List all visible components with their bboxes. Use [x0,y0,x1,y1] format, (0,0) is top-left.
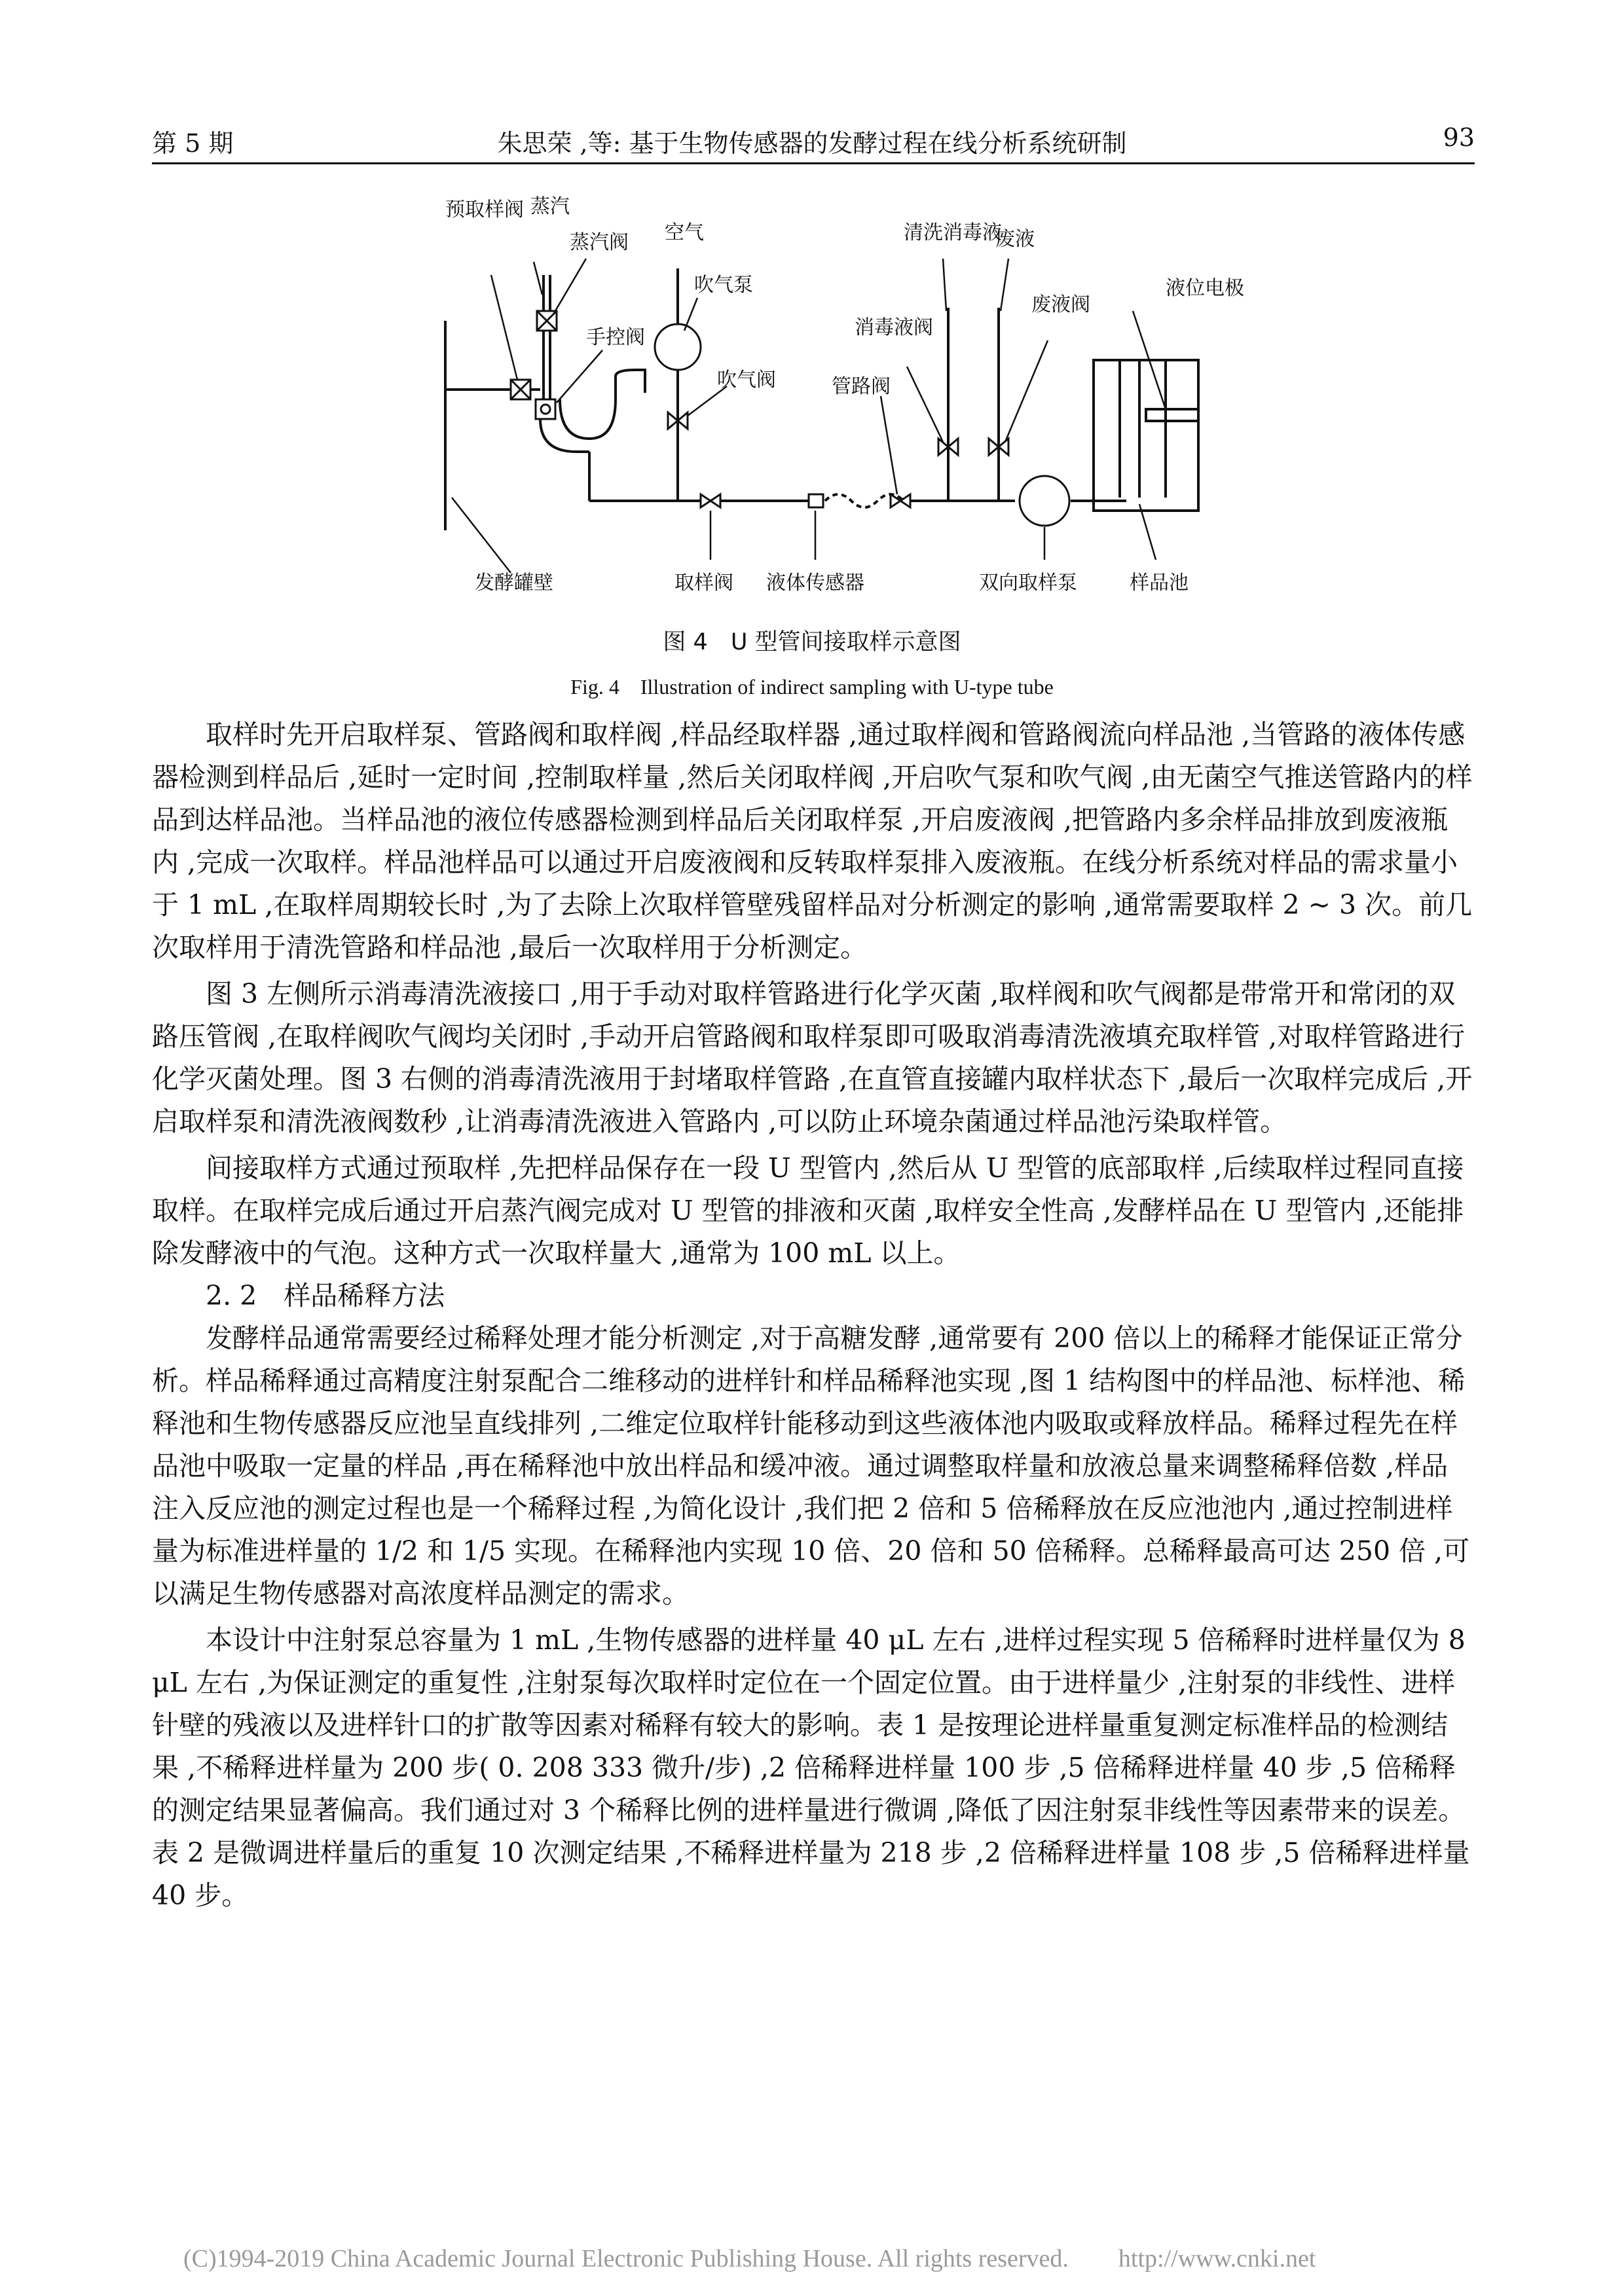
issue-label: 第 5 期 [152,129,234,158]
label-level-electrode: 液位电极 [1166,277,1244,300]
paragraph-2: 图 3 左侧所示消毒清洗液接口 ,用于手动对取样管路进行化学灭菌 ,取样阀和吹气阀都是带常开和常闭的双路压管阀 ,在取样阀吹气阀均关闭时 ,手动开启管路阀和取样泵即可吸取消毒清洗液填充取样管 ,对取样管路进行化学灭菌处理。图 3 右侧的消毒清洗液用于封堵取样管路 ,在直管直接罐内取样状态下 ,最后一次取样完成后 ,开启取样泵和清洗液阀数秒 ,让消毒清洗液进入管路内 ,可以防止环境杂菌通过样品池污染取样管。 [152,978,1473,1137]
paragraph-5: 本设计中注射泵总容量为 1 mL ,生物传感器的进样量 40 μL 左右 ,进样过程实现 5 倍稀释时进样量仅为 8 μL 左右 ,为保证测定的重复性 ,注射泵每次取样时定位在一个固定位置。由于进样量少 ,注射泵的非线性、进样针壁的残液以及进样针口的扩散等因素对稀释有较大的影响。表 1 是按理论进样量重复测定标准样品的检测结果 ,不稀释进样量为 200 步( 0. 208 333 微升/步) ,2 倍稀释进样量 100 步 ,5 倍稀释进样量 40 步 ,5 倍稀释的测定结果显著偏高。我们通过对 3 个稀释比例的进样量进行微调 ,降低了因注射泵非线性等因素带来的误差。表 2 是微调进样量后的重复 10 次测定结果 ,不稀释进样量为 218 步 ,2 倍稀释进样量 108 步 ,5 倍稀释进样量 40 步。 [152,1624,1470,1911]
label-air: 空气 [665,221,704,244]
blow-pump-icon [655,324,701,370]
figure-caption-cn: 图 4 U 型管间接取样示意图 [663,629,961,655]
body-text [152,714,1475,1917]
paragraph-3: 间接取样方式通过预取样 ,先把样品保存在一段 U 型管内 ,然后从 U 型管的底部取样 ,后续取样过程同直接取样。在取样完成后通过开启蒸汽阀完成对 U 型管的排液和灭菌 ,取样安全性高 ,发酵样品在 U 型管内 ,还能排除发酵液中的气泡。这种方式一次取样量大 ,通常为 100 mL 以上。 [152,1152,1464,1269]
label-sample-valve: 取样阀 [674,572,733,594]
copyright-footer: (C)1994-2019 China Academic Journal Electronic Publishing House. All rights reserved. http://www.cnki.net [183,2245,1316,2272]
label-blow-valve: 吹气阀 [717,369,776,392]
bidirectional-pump-icon [1020,476,1069,526]
label-sample-pool: 样品池 [1130,572,1189,594]
page-number: 93 [1443,123,1475,152]
label-waste-liquid: 废液 [995,228,1035,251]
label-disinfect-valve: 消毒液阀 [855,316,933,339]
label-blow-pump: 吹气泵 [694,274,753,297]
label-liquid-sensor: 液体传感器 [766,572,864,594]
label-fermenter-wall: 发酵罐壁 [475,572,553,594]
label-pipe-valve: 管路阀 [832,375,891,398]
running-title: 朱思荣 ,等: 基于生物传感器的发酵过程在线分析系统研制 [497,129,1127,158]
label-steam: 蒸汽 [530,195,570,218]
label-presample-valve: 预取样阀 [445,198,524,221]
figure-caption-en: Fig. 4 Illustration of indirect sampling with U-type tube [570,675,1054,699]
paragraph-4: 发酵样品通常需要经过稀释处理才能分析测定 ,对于高糖发酵 ,通常要有 200 倍以上的稀释才能保证正常分析。样品稀释通过高精度注射泵配合二维移动的进样针和样品稀释池实现 ,图 1 结构图中的样品池、标样池、稀释池和生物传感器反应池呈直线排列 ,二维定位取样针能移动到这些液体池内吸取或释放样品。稀释过程先在样品池中吸取一定量的样品 ,再在稀释池中放出样品和缓冲液。通过调整取样量和放液总量来调整稀释倍数 ,样品注入反应池的测定过程也是一个稀释过程 ,为简化设计 ,我们把 2 倍和 5 倍稀释放在反应池池内 ,通过控制进样量为标准进样量的 1/2 和 1/5 实现。在稀释池内实现 10 倍、20 倍和 50 倍稀释。总稀释最高可达 250 倍 ,可以满足生物传感器对高浓度样品测定的需求。 [152,1322,1470,1609]
sample-valve-icon [701,494,720,507]
label-steam-valve: 蒸汽阀 [570,231,629,254]
label-bidirectional-pump: 双向取样泵 [979,572,1077,594]
header-rule [152,162,1475,164]
diagram-svg [419,190,1244,609]
pipe-valve-icon [891,494,910,507]
paragraph-1: 取样时先开启取样泵、管路阀和取样阀 ,样品经取样器 ,通过取样阀和管路阀流向样品池 ,当管路的液体传感器检测到样品后 ,延时一定时间 ,控制取样量 ,然后关闭取样阀 ,开启吹气泵和吹气阀 ,由无菌空气推送管路内的样品到达样品池。当样品池的液位传感器检测到样品后关闭取样泵 ,开启废液阀 ,把管路内多余样品排放到废液瓶内 ,完成一次取样。样品池样品可以通过开启废液阀和反转取样泵排入废液瓶。在线分析系统对样品的需求量小于 1 mL ,在取样周期较长时 ,为了去除上次取样管壁残留样品对分析测定的影响 ,通常需要取样 2 ~ 3 次。前几次取样用于清洗管路和样品池 ,最后一次取样用于分析测定。 [152,719,1473,963]
u-tube-sampling-diagram [419,190,1244,609]
liquid-sensor-icon [809,494,823,507]
section-heading: 2. 2 样品稀释方法 [206,1280,445,1311]
label-manual-valve: 手控阀 [586,326,645,349]
label-clean-disinfect: 清洗消毒液 [904,221,1002,244]
label-waste-valve: 废液阀 [1031,293,1090,316]
